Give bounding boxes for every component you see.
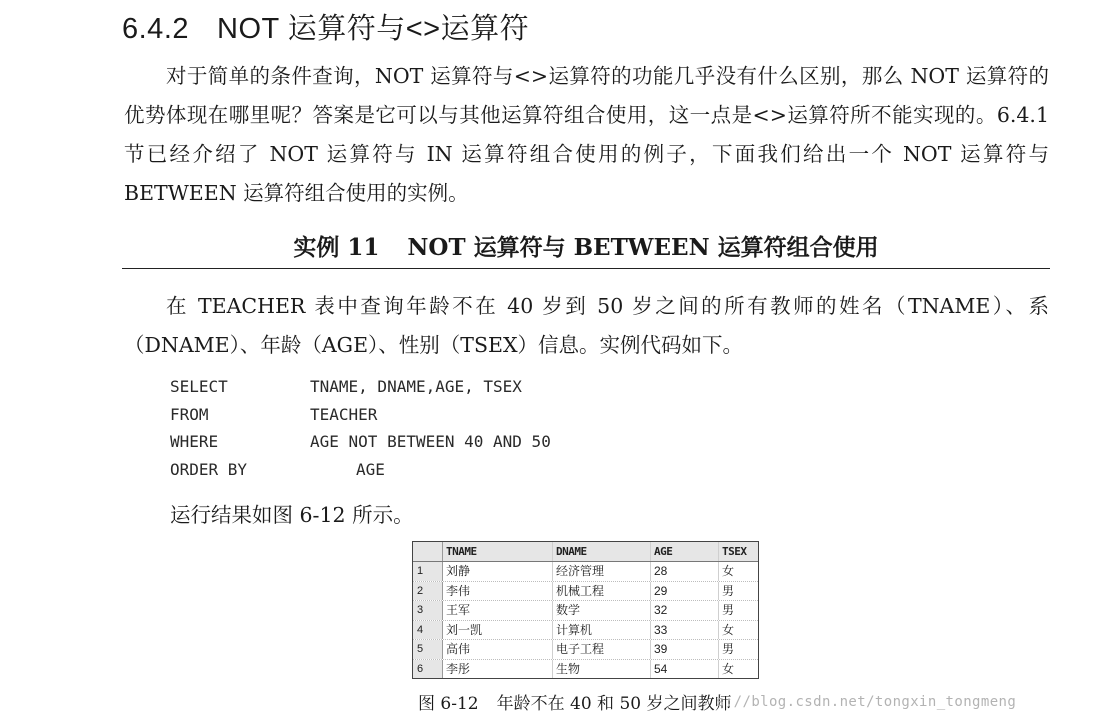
code-value: TNAME, DNAME,AGE, TSEX: [310, 377, 522, 396]
result-grid: [412, 541, 759, 679]
cell-age: 32: [651, 601, 719, 620]
url-watermark: s://blog.csdn.net/tongxin_tongmeng: [716, 694, 1017, 710]
cell-dname: 电子工程: [553, 640, 651, 659]
result-intro-text: 运行结果如图 6-12 所示。: [170, 503, 414, 527]
cell-tsex: 男: [722, 642, 735, 656]
result-grid-body: [413, 562, 758, 678]
cell-dname: 生物: [553, 660, 651, 679]
cell-tsex: 男: [722, 603, 735, 617]
row-number: 3: [413, 601, 443, 620]
code-keyword: WHERE: [170, 432, 219, 451]
figure-caption: [418, 689, 732, 714]
cell-tname: 王军: [443, 601, 553, 620]
column-header-tsex: TSEX: [722, 545, 747, 558]
row-number: 1: [413, 562, 443, 581]
table-row: [413, 621, 758, 641]
code-keyword: FROM: [170, 404, 209, 424]
code-line: [170, 428, 551, 456]
column-header-age: AGE: [651, 542, 719, 561]
example-label: 实例 11: [293, 234, 380, 261]
section-title: NOT 运算符与<>运算符: [217, 13, 530, 45]
heading-rule: [122, 268, 1050, 269]
table-row: [413, 601, 758, 621]
cell-tname: 高伟: [443, 640, 553, 659]
figure-caption-text: 年龄不在 40 和 50 岁之间教师: [496, 694, 732, 714]
cell-age: 54: [651, 660, 719, 679]
code-value: AGE NOT BETWEEN 40 AND 50: [310, 432, 551, 451]
example-title: NOT 运算符与 BETWEEN 运算符组合使用: [407, 234, 879, 261]
example-heading: [122, 228, 1050, 268]
code-keyword: ORDER BY: [170, 459, 248, 479]
sql-code-block: [170, 373, 551, 483]
column-header-tname: TNAME: [443, 542, 553, 561]
cell-dname: 计算机: [553, 621, 651, 640]
result-grid-header: [413, 542, 758, 562]
table-row: [413, 640, 758, 660]
row-number-header: [413, 542, 443, 561]
cell-tsex: 男: [722, 583, 735, 598]
cell-dname: 数学: [553, 601, 651, 620]
cell-tname: 刘一凯: [443, 621, 553, 640]
cell-age: 29: [651, 582, 719, 601]
table-row: [413, 660, 758, 679]
cell-dname: 经济管理: [553, 562, 651, 581]
cell-tsex: 女: [722, 661, 735, 676]
code-line: [170, 456, 551, 484]
cell-tname: 李彤: [443, 660, 553, 679]
code-value: AGE: [356, 459, 385, 479]
cell-tname: 刘静: [443, 562, 553, 581]
section-number: 6.4.2: [122, 13, 189, 45]
cell-age: 33: [651, 621, 719, 640]
code-value: TEACHER: [310, 404, 378, 424]
intro-paragraph: 对于简单的条件查询，NOT 运算符与<>运算符的功能几乎没有什么区别，那么 NOT 运算符的优势体现在哪里呢？答案是它可以与其他运算符组合使用，这一点是<>运算符所不能实现的。6.4.1 节已经介绍了 NOT 运算符与 IN 运算符组合使用的例子，下面我们给出一个 NOT 运算符与 BETWEEN 运算符组合使用的实例。: [124, 64, 1049, 205]
cell-dname: 机械工程: [553, 582, 651, 601]
code-line: [170, 401, 551, 429]
code-keyword: SELECT: [170, 377, 228, 396]
table-row: [413, 562, 758, 582]
row-number: 6: [413, 660, 443, 679]
cell-tsex: 女: [722, 564, 735, 578]
table-row: [413, 582, 758, 602]
row-number: 4: [413, 621, 443, 640]
cell-tsex: 女: [722, 622, 735, 637]
example-description: 在 TEACHER 表中查询年龄不在 40 岁到 50 岁之间的所有教师的姓名（TNAME）、系（DNAME）、年龄（AGE）、性别（TSEX）信息。实例代码如下。: [124, 294, 1049, 357]
cell-age: 28: [651, 562, 719, 581]
row-number: 5: [413, 640, 443, 659]
figure-number: 图 6-12: [418, 694, 479, 714]
code-line: [170, 373, 551, 401]
cell-tname: 李伟: [443, 582, 553, 601]
cell-age: 39: [651, 640, 719, 659]
row-number: 2: [413, 582, 443, 601]
section-heading: [122, 6, 529, 47]
column-header-dname: DNAME: [553, 542, 651, 561]
